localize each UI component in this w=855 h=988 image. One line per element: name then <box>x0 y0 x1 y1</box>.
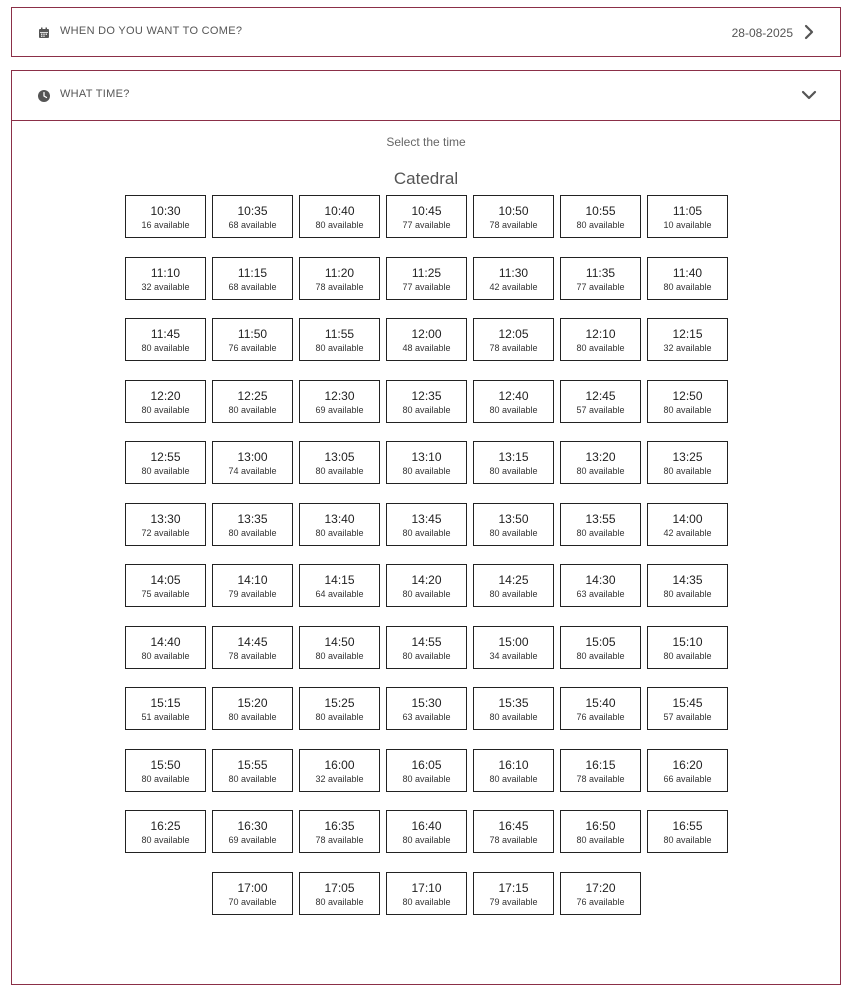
time-slot-button[interactable] <box>560 503 641 546</box>
time-slot-button[interactable] <box>212 257 293 300</box>
time-slot-time: 13:00 <box>237 450 268 464</box>
time-slot-button[interactable] <box>386 564 467 607</box>
time-slot-time: 16:30 <box>237 819 268 833</box>
time-slot-time: 13:15 <box>498 450 529 464</box>
time-slot-time: 14:20 <box>411 573 442 587</box>
time-slot-button[interactable] <box>386 195 467 238</box>
time-slot-time: 13:05 <box>324 450 355 464</box>
time-slot-time: 16:00 <box>324 758 355 772</box>
time-slot-availability: 77 available <box>576 282 625 292</box>
time-slot-availability: 78 available <box>315 282 364 292</box>
time-slot-time: 11:30 <box>498 266 529 280</box>
time-slot-time: 11:25 <box>411 266 442 280</box>
time-slot-availability: 77 available <box>402 220 451 230</box>
time-slot-time: 17:05 <box>324 881 355 895</box>
time-slot-time: 15:25 <box>324 696 355 710</box>
time-slot-button[interactable] <box>386 503 467 546</box>
time-slot-availability: 80 available <box>663 651 712 661</box>
time-slot-availability: 80 available <box>141 466 190 476</box>
time-slot-time: 12:50 <box>672 389 703 403</box>
time-slot-button[interactable] <box>473 564 554 607</box>
time-slot-button[interactable] <box>473 195 554 238</box>
time-slot-time: 11:10 <box>150 266 181 280</box>
date-panel[interactable] <box>11 7 841 57</box>
time-slot-time: 13:20 <box>585 450 616 464</box>
time-slot-time: 15:05 <box>585 635 616 649</box>
time-slot-availability: 63 available <box>402 712 451 722</box>
time-slot-time: 16:55 <box>672 819 703 833</box>
time-slot-time: 13:25 <box>672 450 703 464</box>
time-slot-button[interactable] <box>125 380 206 423</box>
time-slot-time: 10:50 <box>498 204 529 218</box>
time-slot-availability: 80 available <box>576 466 625 476</box>
time-slot-availability: 80 available <box>489 466 538 476</box>
time-slot-availability: 80 available <box>663 466 712 476</box>
time-slot-time: 15:15 <box>150 696 181 710</box>
time-slot-button[interactable] <box>560 872 641 915</box>
time-slot-button[interactable] <box>473 626 554 669</box>
time-slot-time: 15:10 <box>672 635 703 649</box>
time-slot-time: 10:55 <box>585 204 616 218</box>
time-slot-button[interactable] <box>125 564 206 607</box>
time-slot-time: 14:30 <box>585 573 616 587</box>
time-slot-availability: 79 available <box>228 589 277 599</box>
time-slot-availability: 63 available <box>576 589 625 599</box>
time-slot-availability: 80 available <box>402 589 451 599</box>
time-slot-button[interactable] <box>386 441 467 484</box>
time-slot-button[interactable] <box>299 687 380 730</box>
time-slot-button[interactable] <box>560 318 641 361</box>
time-slot-time: 10:40 <box>324 204 355 218</box>
time-slot-availability: 80 available <box>663 282 712 292</box>
time-slot-button[interactable] <box>299 195 380 238</box>
time-slot-time: 10:30 <box>150 204 181 218</box>
time-slot-button[interactable] <box>560 687 641 730</box>
time-slot-button[interactable] <box>125 441 206 484</box>
time-slot-button[interactable] <box>647 318 728 361</box>
time-slot-button[interactable] <box>125 626 206 669</box>
time-slot-availability: 77 available <box>402 282 451 292</box>
time-slot-time: 15:35 <box>498 696 529 710</box>
time-section-label: WHAT TIME? <box>60 88 130 100</box>
selected-date: 28-08-2025 <box>731 26 793 40</box>
time-slot-button[interactable] <box>212 749 293 792</box>
time-slot-availability: 78 available <box>315 835 364 845</box>
time-slot-availability: 80 available <box>141 405 190 415</box>
time-slot-time: 16:40 <box>411 819 442 833</box>
time-slot-button[interactable] <box>125 257 206 300</box>
time-slot-time: 13:40 <box>324 512 355 526</box>
time-slot-time: 12:45 <box>585 389 616 403</box>
time-slot-availability: 80 available <box>141 343 190 353</box>
time-slot-time: 15:00 <box>498 635 529 649</box>
time-slot-availability: 75 available <box>141 589 190 599</box>
time-slot-button[interactable] <box>125 318 206 361</box>
time-slot-button[interactable] <box>212 441 293 484</box>
time-slot-availability: 76 available <box>228 343 277 353</box>
time-slot-time: 13:50 <box>498 512 529 526</box>
time-slot-availability: 42 available <box>489 282 538 292</box>
time-slot-availability: 80 available <box>663 589 712 599</box>
time-slot-button[interactable] <box>647 687 728 730</box>
time-slot-button[interactable] <box>386 749 467 792</box>
time-slot-button[interactable] <box>212 810 293 853</box>
time-slot-availability: 80 available <box>228 405 277 415</box>
time-slot-availability: 68 available <box>228 282 277 292</box>
calendar-icon <box>37 26 51 40</box>
time-slot-availability: 76 available <box>576 712 625 722</box>
time-slot-button[interactable] <box>647 626 728 669</box>
time-slot-availability: 80 available <box>402 835 451 845</box>
time-slot-button[interactable] <box>473 687 554 730</box>
time-slot-availability: 78 available <box>228 651 277 661</box>
time-slot-button[interactable] <box>473 872 554 915</box>
time-slot-availability: 80 available <box>228 528 277 538</box>
time-slot-availability: 78 available <box>576 774 625 784</box>
time-slot-button[interactable] <box>473 441 554 484</box>
time-slot-button[interactable] <box>386 318 467 361</box>
time-slot-button[interactable] <box>386 626 467 669</box>
time-slot-availability: 68 available <box>228 220 277 230</box>
date-panel-header[interactable] <box>12 8 840 58</box>
time-slot-button[interactable] <box>125 503 206 546</box>
time-slot-button[interactable] <box>299 503 380 546</box>
time-slot-time: 16:05 <box>411 758 442 772</box>
time-slot-button[interactable] <box>647 195 728 238</box>
time-slot-time: 13:35 <box>237 512 268 526</box>
time-slot-availability: 80 available <box>402 897 451 907</box>
time-slot-button[interactable] <box>560 749 641 792</box>
time-slot-availability: 57 available <box>663 712 712 722</box>
time-slot-button[interactable] <box>299 872 380 915</box>
time-slot-button[interactable] <box>560 380 641 423</box>
time-slot-button[interactable] <box>647 503 728 546</box>
time-slot-availability: 80 available <box>663 835 712 845</box>
time-slot-time: 14:40 <box>150 635 181 649</box>
time-slot-button[interactable] <box>386 810 467 853</box>
time-slot-time: 15:50 <box>150 758 181 772</box>
time-slot-availability: 78 available <box>489 343 538 353</box>
time-slot-button[interactable] <box>212 872 293 915</box>
time-slot-time: 15:40 <box>585 696 616 710</box>
time-slot-button[interactable] <box>386 687 467 730</box>
time-slot-availability: 66 available <box>663 774 712 784</box>
time-slot-time: 14:00 <box>672 512 703 526</box>
time-slot-time: 16:20 <box>672 758 703 772</box>
date-section-label: WHEN DO YOU WANT TO COME? <box>60 25 243 37</box>
time-slot-availability: 80 available <box>315 343 364 353</box>
time-slot-time: 12:20 <box>150 389 181 403</box>
time-slot-availability: 80 available <box>402 528 451 538</box>
time-slot-time: 16:10 <box>498 758 529 772</box>
time-slot-button[interactable] <box>299 441 380 484</box>
time-slot-time: 14:10 <box>237 573 268 587</box>
time-slot-availability: 32 available <box>663 343 712 353</box>
time-slot-availability: 80 available <box>576 528 625 538</box>
time-slot-availability: 51 available <box>141 712 190 722</box>
time-slot-button[interactable] <box>125 749 206 792</box>
time-slot-availability: 69 available <box>315 405 364 415</box>
time-slot-availability: 80 available <box>315 897 364 907</box>
time-slot-button[interactable] <box>212 503 293 546</box>
time-slot-availability: 76 available <box>576 897 625 907</box>
time-slot-time: 14:55 <box>411 635 442 649</box>
time-slot-time: 14:35 <box>672 573 703 587</box>
time-slot-button[interactable] <box>647 380 728 423</box>
time-slot-availability: 69 available <box>228 835 277 845</box>
time-slot-time: 11:35 <box>585 266 616 280</box>
time-slot-button[interactable] <box>647 564 728 607</box>
time-slot-time: 11:55 <box>324 327 355 341</box>
time-slot-time: 13:55 <box>585 512 616 526</box>
time-slot-time: 14:45 <box>237 635 268 649</box>
time-slot-time: 12:15 <box>672 327 703 341</box>
time-slot-button[interactable] <box>560 441 641 484</box>
time-slot-availability: 80 available <box>489 528 538 538</box>
time-slot-button[interactable] <box>125 195 206 238</box>
time-slot-availability: 16 available <box>141 220 190 230</box>
time-slot-time: 14:25 <box>498 573 529 587</box>
time-slot-time: 16:50 <box>585 819 616 833</box>
time-slot-availability: 10 available <box>663 220 712 230</box>
chevron-right-icon[interactable] <box>800 23 818 41</box>
time-slot-time: 14:15 <box>324 573 355 587</box>
time-slot-button[interactable] <box>560 257 641 300</box>
time-slot-time: 16:35 <box>324 819 355 833</box>
time-slot-time: 17:00 <box>237 881 268 895</box>
time-slot-time: 17:20 <box>585 881 616 895</box>
time-slot-time: 12:25 <box>237 389 268 403</box>
time-slot-availability: 80 available <box>576 835 625 845</box>
time-slot-time: 12:00 <box>411 327 442 341</box>
time-slot-availability: 80 available <box>402 405 451 415</box>
time-slot-time: 13:45 <box>411 512 442 526</box>
time-slot-availability: 79 available <box>489 897 538 907</box>
time-slot-button[interactable] <box>212 687 293 730</box>
time-slot-time: 12:40 <box>498 389 529 403</box>
time-slot-availability: 48 available <box>402 343 451 353</box>
time-slot-button[interactable] <box>473 380 554 423</box>
time-slot-availability: 80 available <box>315 220 364 230</box>
time-slot-time: 12:30 <box>324 389 355 403</box>
time-slot-button[interactable] <box>473 503 554 546</box>
time-slot-button[interactable] <box>647 257 728 300</box>
time-slot-button[interactable] <box>473 749 554 792</box>
time-slot-button[interactable] <box>560 195 641 238</box>
time-slot-button[interactable] <box>212 318 293 361</box>
time-slot-button[interactable] <box>125 810 206 853</box>
time-slot-button[interactable] <box>473 257 554 300</box>
time-slot-button[interactable] <box>386 872 467 915</box>
time-slot-button[interactable] <box>647 441 728 484</box>
time-slot-availability: 57 available <box>576 405 625 415</box>
time-slot-availability: 70 available <box>228 897 277 907</box>
time-panel <box>11 70 841 985</box>
time-slot-time: 16:15 <box>585 758 616 772</box>
time-slot-availability: 80 available <box>489 405 538 415</box>
time-slot-button[interactable] <box>299 626 380 669</box>
time-slot-availability: 80 available <box>576 651 625 661</box>
time-slot-time: 13:30 <box>150 512 181 526</box>
time-slot-time: 10:35 <box>237 204 268 218</box>
time-slot-time: 11:50 <box>237 327 268 341</box>
select-time-instruction: Select the time <box>386 135 466 149</box>
time-slot-availability: 78 available <box>489 835 538 845</box>
time-slot-availability: 80 available <box>228 774 277 784</box>
time-slot-button[interactable] <box>299 749 380 792</box>
time-slot-time: 15:55 <box>237 758 268 772</box>
time-slot-button[interactable] <box>386 257 467 300</box>
time-slot-time: 15:20 <box>237 696 268 710</box>
time-slot-button[interactable] <box>212 195 293 238</box>
time-slot-time: 11:45 <box>150 327 181 341</box>
time-slot-time: 12:35 <box>411 389 442 403</box>
time-slot-availability: 32 available <box>141 282 190 292</box>
location-title: Catedral <box>393 169 459 188</box>
time-slot-time: 11:40 <box>672 266 703 280</box>
time-slot-button[interactable] <box>647 749 728 792</box>
time-slot-button[interactable] <box>386 380 467 423</box>
time-slot-time: 16:25 <box>150 819 181 833</box>
time-slot-availability: 74 available <box>228 466 277 476</box>
time-slot-availability: 80 available <box>663 405 712 415</box>
time-slot-availability: 78 available <box>489 220 538 230</box>
time-slot-availability: 80 available <box>141 774 190 784</box>
time-slot-button[interactable] <box>212 626 293 669</box>
time-slot-availability: 80 available <box>489 589 538 599</box>
time-slot-time: 15:45 <box>672 696 703 710</box>
time-slot-time: 17:15 <box>498 881 529 895</box>
time-slot-time: 10:45 <box>411 204 442 218</box>
time-slot-button[interactable] <box>473 810 554 853</box>
time-slot-time: 16:45 <box>498 819 529 833</box>
time-slot-availability: 80 available <box>315 712 364 722</box>
time-slot-time: 15:30 <box>411 696 442 710</box>
time-slot-availability: 64 available <box>315 589 364 599</box>
time-slot-availability: 80 available <box>315 528 364 538</box>
time-slot-availability: 80 available <box>141 835 190 845</box>
time-slot-availability: 80 available <box>402 651 451 661</box>
time-slot-time: 14:50 <box>324 635 355 649</box>
time-slot-availability: 80 available <box>141 651 190 661</box>
time-slot-availability: 32 available <box>315 774 364 784</box>
time-slot-availability: 80 available <box>402 466 451 476</box>
time-slot-time: 11:20 <box>324 266 355 280</box>
time-slot-time: 17:10 <box>411 881 442 895</box>
time-slot-availability: 80 available <box>402 774 451 784</box>
time-slot-time: 12:10 <box>585 327 616 341</box>
time-slot-availability: 80 available <box>576 343 625 353</box>
time-slot-button[interactable] <box>299 564 380 607</box>
time-slot-button[interactable] <box>212 564 293 607</box>
time-slot-button[interactable] <box>212 380 293 423</box>
time-slot-availability: 42 available <box>663 528 712 538</box>
time-slot-button[interactable] <box>299 318 380 361</box>
time-slot-time: 14:05 <box>150 573 181 587</box>
time-slot-availability: 72 available <box>141 528 190 538</box>
time-slot-time: 13:10 <box>411 450 442 464</box>
time-slot-button[interactable] <box>299 380 380 423</box>
time-slot-button[interactable] <box>125 687 206 730</box>
time-slot-time: 12:55 <box>150 450 181 464</box>
time-slot-button[interactable] <box>299 257 380 300</box>
time-slot-button[interactable] <box>560 810 641 853</box>
time-slot-button[interactable] <box>299 810 380 853</box>
time-slot-time: 12:05 <box>498 327 529 341</box>
time-slot-availability: 80 available <box>315 466 364 476</box>
time-slot-button[interactable] <box>473 318 554 361</box>
time-slot-button[interactable] <box>647 810 728 853</box>
time-slot-availability: 80 available <box>489 712 538 722</box>
time-slot-availability: 80 available <box>228 712 277 722</box>
time-slot-availability: 80 available <box>576 220 625 230</box>
time-slot-time: 11:05 <box>672 204 703 218</box>
time-slot-grid <box>12 71 840 984</box>
time-slot-button[interactable] <box>560 626 641 669</box>
time-slot-button[interactable] <box>560 564 641 607</box>
time-slot-availability: 34 available <box>489 651 538 661</box>
time-slot-availability: 80 available <box>315 651 364 661</box>
time-slot-time: 11:15 <box>237 266 268 280</box>
time-slot-availability: 80 available <box>489 774 538 784</box>
